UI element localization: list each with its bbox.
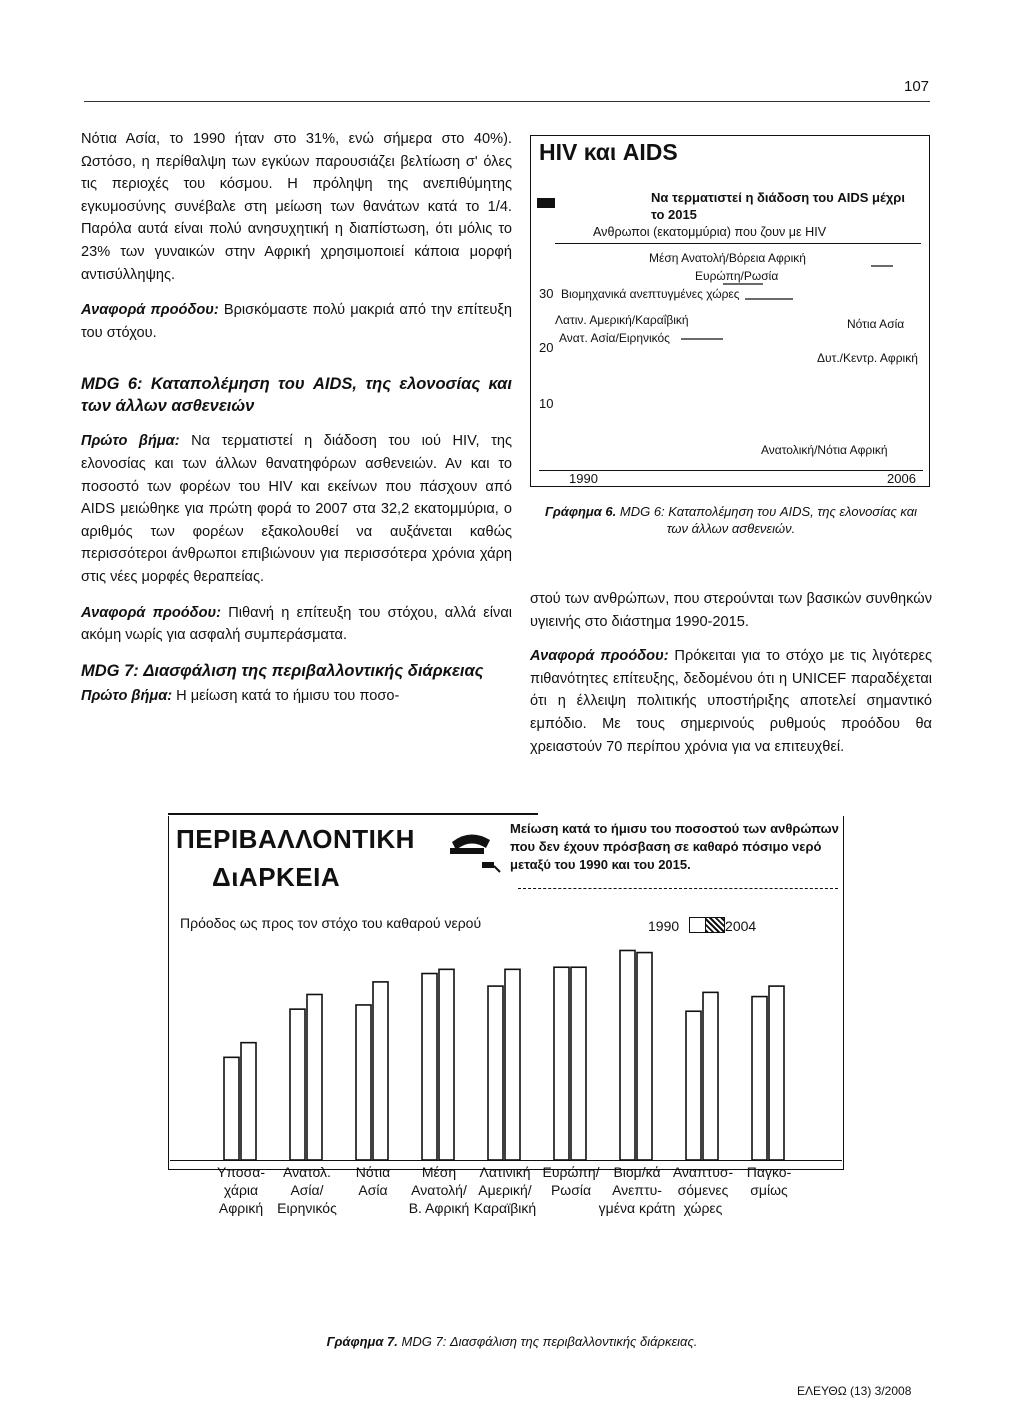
chart7-goal: Μείωση κατά το ήμισυ του ποσοστού των ανθρώπων που δεν έχουν πρόσβαση σε καθαρό πόσιμο νερό μεταξύ του 1990 και του 2015. (510, 821, 839, 872)
dashed-rule (518, 888, 838, 889)
bar-2004 (439, 969, 454, 1160)
step-label: Πρώτο βήμα: (81, 433, 180, 450)
y-tick: 10 (539, 396, 554, 411)
category-label: Υποσα- χάρια Αφρική (217, 1164, 265, 1216)
caption-text: MDG 6: Καταπολέμηση του AIDS, της ελονοσίας και των άλλων ασθενειών. (616, 504, 918, 536)
left-column (81, 128, 512, 720)
page-number: 107 (904, 78, 930, 95)
step-label: Πρώτο βήμα: (81, 687, 173, 704)
chart7-axis (170, 1160, 842, 1161)
right-column (530, 588, 932, 770)
label-latam: Λατιν. Αμερική/Καραΐβική (555, 313, 689, 327)
x-tick-start: 1990 (569, 471, 598, 486)
bar-2004 (307, 994, 322, 1160)
step-text: Η μείωση κατά το ήμισυ του ποσο- (172, 687, 400, 704)
y-tick: 30 (539, 286, 554, 301)
bar-2004 (373, 982, 388, 1160)
progress-label: Αναφορά προόδου: (81, 604, 221, 621)
chart-lines (531, 136, 929, 486)
progress-paragraph (81, 299, 512, 344)
category-label: Αναπτυσ- σόμενες χώρες (672, 1164, 734, 1216)
bar-1990 (224, 1057, 239, 1160)
progress-paragraph (81, 602, 512, 647)
title-line: ΔιΑΡΚΕΙΑ (212, 862, 341, 892)
label-south-asia: Νότια Ασία (847, 317, 905, 331)
chart7-legend (648, 917, 756, 934)
label-east-asia: Ανατ. Ασία/Ειρηνικός (559, 331, 670, 345)
category-label: Νότια Ασία (355, 1164, 391, 1198)
chart7-categories (170, 1163, 842, 1223)
chart6-caption (538, 503, 924, 537)
bar-1990 (686, 1011, 701, 1160)
bar-1990 (752, 997, 767, 1160)
step-paragraph (81, 685, 512, 708)
mdg7-heading: MDG 7: Διασφάλιση της περιβαλλοντικής διάρκειας (81, 661, 484, 680)
caption-text: MDG 7: Διασφάλιση της περιβαλλοντικής διάρκειας. (397, 1334, 698, 1349)
category-label: Ανατολ. Ασία/ Ειρηνικός (277, 1164, 337, 1216)
progress-paragraph (530, 645, 932, 758)
y-tick: 20 (539, 340, 554, 355)
caption-label: Γράφημα 6. (544, 504, 617, 519)
hiv-aids-chart (530, 135, 930, 487)
chart-title: HIV και AIDS (539, 139, 678, 165)
x-tick-end: 2006 (887, 471, 916, 486)
bar-1990 (488, 986, 503, 1160)
legend-1990: 1990 (648, 918, 680, 934)
progress-text: Πιθανή η επίτευξη του στόχου, αλλά είναι ακόμη νωρίς για ασφαλή συμπεράσματα. (81, 604, 512, 644)
category-label: Λατινική Αμερική/ Καραϊβική (473, 1164, 537, 1216)
bar-1990 (554, 967, 569, 1160)
bar-2004 (241, 1043, 256, 1160)
bar-2004 (769, 986, 784, 1160)
progress-label: Αναφορά προόδου: (81, 302, 219, 319)
chart7-subtitle: Πρόοδος ως προς τον στόχο του καθαρού νερού (180, 915, 482, 931)
progress-text: Βρισκόμαστε πολύ μακριά από την επίτευξη του στόχου. (81, 302, 512, 341)
water-tap-icon (446, 822, 502, 882)
bar-2004 (637, 953, 652, 1160)
legend-swatch-2004 (705, 917, 725, 933)
category-label: Παγκο- σμίως (746, 1164, 792, 1198)
chart7-title (176, 820, 415, 896)
goal-line: το 2015 (651, 207, 697, 222)
caption-label: Γράφημα 7. (326, 1334, 398, 1349)
bar-2004 (505, 969, 520, 1160)
bar-2004 (703, 992, 718, 1160)
chart-subtitle: Ανθρωποι (εκατομμύρια) που ζουν με HIV (593, 225, 827, 239)
category-label: Μέση Ανατολή/ Β. Αφρική (408, 1164, 470, 1216)
bar-1990 (290, 1009, 305, 1160)
category-label: Βιομ/κά Ανεπτυ- γμένα κράτη (598, 1164, 676, 1216)
bar-1990 (620, 950, 635, 1160)
chart7-caption (252, 1333, 772, 1350)
bar-2004 (571, 967, 586, 1160)
header-rule (84, 101, 930, 102)
label-industrial: Βιομηχανικά ανεπτυγμένες χώρες (561, 287, 740, 301)
bar-1990 (422, 974, 437, 1160)
label-mena: Μέση Ανατολή/Βόρεια Αφρική (649, 251, 806, 265)
footer-issue: ΕΛΕΥΘΩ (13) 3/2008 (797, 1384, 912, 1398)
mdg6-heading: MDG 6: Καταπολέμηση του AIDS, της ελονοσίας και των άλλων ασθενειών (81, 375, 512, 416)
legend-2004: 2004 (725, 918, 757, 934)
label-europe: Ευρώπη/Ρωσία (695, 269, 779, 283)
category-label: Ευρώπη/ Ρωσία (542, 1164, 600, 1198)
title-line: ΠΕΡΙΒΑΛΛΟΝΤΙΚΗ (176, 824, 415, 854)
chart7-top-rule (168, 813, 538, 815)
paragraph: Νότια Ασία, το 1990 ήταν στο 31%, ενώ σήμερα στο 40%). Ωστόσο, η περίθαλψη των εγκύων παρουσιάζει βελτίωση σ' όλες τις περιοχές του κόσμου. Η πρόληψη της ανεπιθύμητης εγκυμοσύνης συνέβαλε στη μείωση των θανάτων κατά το 1/4. Παρόλα αυτά είναι πολύ ανησυχητική η διαπίστωση, ότι μόλις το 23% των γυναικών στην Αφρική χρησιμοποιεί κάποια μορφή αντισύλληψης. (81, 131, 512, 283)
goal-line: Να τερματιστεί η διάδοση του AIDS μέχρι (651, 190, 905, 205)
progress-text: Πρόκειται για το στόχο με τις λιγότερες πιθανότητες επίτευξης, δεδομένου ότι η UNICEF παραδέχεται ότι η έλλειψη πολιτικής υποστήριξης αποτελεί σημαντικό εμπόδιο. Με τους σημερινούς ρυθμούς προόδου θα χρειαστούν 70 περίπου χρόνια για να επιτευχθεί. (530, 648, 932, 755)
label-ssa: Δυτ./Κεντρ. Αφρική (817, 351, 918, 365)
label-east-south-africa: Ανατολική/Νότια Αφρική (761, 443, 888, 457)
progress-label: Αναφορά προόδου: (530, 648, 669, 665)
step-paragraph (81, 430, 512, 588)
chart7-bars (170, 940, 842, 1162)
step-text: Να τερματιστεί η διάδοση του ιού HIV, της ελονοσίας και των άλλων θανατηφόρων ασθενειών. Αν και το ποσοστό των φορέων του HIV και εκείνων που πάσχουν από AIDS μειώθηκε για πρώτη φορά το 2007 στα 32,2 εκατομμύρια, ο αριθμός των φορέων εξακολουθεί να αυξάνεται καθώς περισσότεροι άνθρωποι επιβιώνουν για περισσότερα χρόνια χάρη στις νέες μορφές θεραπείας. (81, 433, 513, 585)
paragraph: στού των ανθρώπων, που στερούνται των βασικών συνθηκών υγιεινής στο διάστημα 1990-2015. (530, 591, 932, 630)
bar-1990 (356, 1005, 371, 1160)
